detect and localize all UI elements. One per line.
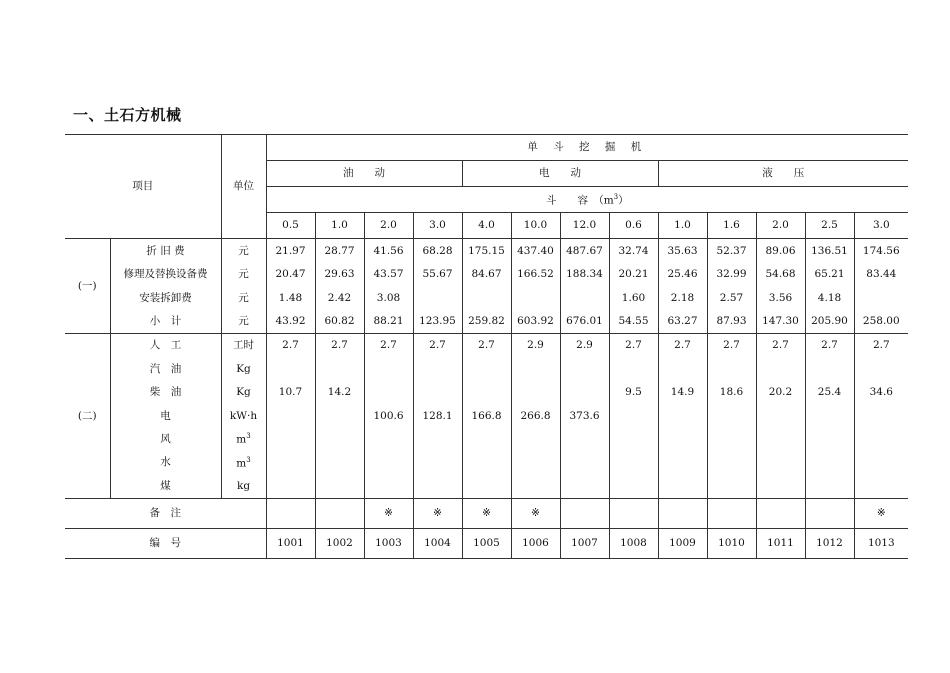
- value-cell: [462, 474, 511, 498]
- value-cell: [756, 451, 805, 474]
- value-cell: 54.55: [609, 310, 658, 334]
- value-cell: [707, 357, 756, 380]
- value-cell: 1.48: [266, 286, 315, 310]
- capacity-8: 1.0: [658, 213, 707, 239]
- capacity-6: 12.0: [560, 213, 609, 239]
- table-row: [65, 310, 908, 334]
- value-cell: 43.92: [266, 310, 315, 334]
- value-cell: 43.57: [364, 263, 413, 287]
- value-cell: [462, 357, 511, 380]
- value-cell: 41.56: [364, 239, 413, 263]
- group2-label: (二): [65, 334, 110, 499]
- header-drive-hydraulic: 液 压: [658, 161, 908, 187]
- value-cell: 258.00: [854, 310, 908, 334]
- unit-text: Kg: [236, 362, 251, 375]
- value-cell: [462, 286, 511, 310]
- value-cell: [854, 286, 908, 310]
- value-cell: 9.5: [609, 381, 658, 404]
- value-cell: [315, 404, 364, 427]
- row-item: 柴 油: [110, 381, 221, 404]
- value-cell: 166.52: [511, 263, 560, 287]
- row-unit: [221, 381, 266, 404]
- notes-cell: ※: [462, 498, 511, 528]
- value-cell: [315, 357, 364, 380]
- unit-text: m: [236, 433, 247, 446]
- value-cell: 83.44: [866, 268, 897, 280]
- capacity-7: 0.6: [609, 213, 658, 239]
- unit-text: 元: [238, 315, 249, 327]
- header-item: 项目: [65, 135, 221, 239]
- value-cell: 32.99: [707, 263, 756, 287]
- codes-cell: 1008: [609, 528, 658, 558]
- codes-cell: 1013: [854, 528, 908, 558]
- value-cell: 25.46: [658, 263, 707, 287]
- value-cell: 35.63: [658, 239, 707, 263]
- value-cell: [560, 474, 609, 498]
- row-item: 风: [110, 428, 221, 451]
- value-cell: 3.08: [364, 286, 413, 310]
- codes-cell: 1005: [462, 528, 511, 558]
- capacity-9: 1.6: [707, 213, 756, 239]
- value-cell: [658, 451, 707, 474]
- value-cell: [511, 428, 560, 451]
- notes-cell: [658, 498, 707, 528]
- value-cell: [315, 474, 364, 498]
- value-cell: 128.1: [413, 404, 462, 427]
- value-cell: 147.30: [756, 310, 805, 334]
- value-cell: 2.7: [609, 334, 658, 358]
- capacity-10: 2.0: [756, 213, 805, 239]
- value-cell: 2.7: [315, 334, 364, 358]
- unit-text: 元: [238, 291, 249, 304]
- value-cell: 14.2: [315, 381, 364, 404]
- value-cell: 10.7: [266, 381, 315, 404]
- value-cell: [854, 428, 908, 451]
- value-cell: [756, 474, 805, 498]
- value-cell: [707, 474, 756, 498]
- notes-cell: [707, 498, 756, 528]
- row-unit: [221, 428, 266, 451]
- table-row: [65, 239, 908, 263]
- value-cell: 2.7: [266, 334, 315, 358]
- value-cell: 2.7: [364, 334, 413, 358]
- row-unit: [221, 451, 266, 474]
- capacity-label: 斗 容 （m: [545, 194, 614, 206]
- value-cell: 2.7: [872, 339, 890, 352]
- value-cell: [364, 474, 413, 498]
- value-cell: [609, 451, 658, 474]
- row-unit: [221, 357, 266, 380]
- value-cell: [805, 357, 854, 380]
- unit-text: 元: [238, 268, 249, 280]
- notes-cell: [756, 498, 805, 528]
- value-cell: [413, 286, 462, 310]
- value-cell: 2.7: [756, 334, 805, 358]
- unit-text: kg: [236, 479, 251, 492]
- value-cell: 166.8: [462, 404, 511, 427]
- row-unit: [221, 239, 266, 263]
- capacity-4: 4.0: [462, 213, 511, 239]
- value-cell: 54.68: [756, 263, 805, 287]
- row-item: 水: [110, 451, 221, 474]
- value-cell: [560, 428, 609, 451]
- value-cell: 52.37: [707, 239, 756, 263]
- notes-cell: ※: [364, 498, 413, 528]
- codes-cell: 1011: [756, 528, 805, 558]
- value-cell: [413, 451, 462, 474]
- unit-text: 元: [238, 244, 249, 257]
- value-cell: 2.7: [707, 334, 756, 358]
- value-cell: [511, 381, 560, 404]
- value-cell: 2.9: [511, 334, 560, 358]
- table-row: [65, 334, 908, 358]
- value-cell: [560, 451, 609, 474]
- row-unit: [221, 263, 266, 287]
- value-cell: 2.7: [413, 334, 462, 358]
- value-cell: 188.34: [560, 263, 609, 287]
- row-unit: [221, 334, 266, 358]
- header-drive-electric: 电 动: [462, 161, 658, 187]
- value-cell: 174.56: [862, 244, 900, 257]
- value-cell: [854, 451, 908, 474]
- value-cell: [266, 474, 315, 498]
- value-cell: [707, 404, 756, 427]
- value-cell: 32.74: [609, 239, 658, 263]
- value-cell: [805, 428, 854, 451]
- value-cell: [756, 428, 805, 451]
- notes-cell: [266, 498, 315, 528]
- value-cell: 29.63: [315, 263, 364, 287]
- header-unit: 单位: [221, 135, 266, 239]
- value-cell: [707, 428, 756, 451]
- value-cell: [511, 286, 560, 310]
- table-row: [65, 357, 908, 380]
- codes-cell: 1010: [707, 528, 756, 558]
- value-cell: [756, 357, 805, 380]
- value-cell: [560, 286, 609, 310]
- value-cell: [266, 428, 315, 451]
- value-cell: [658, 357, 707, 380]
- group1-label: (一): [65, 239, 110, 334]
- value-cell: [413, 428, 462, 451]
- codes-cell: 1007: [560, 528, 609, 558]
- header-drive-oil: 油 动: [266, 161, 462, 187]
- row-item: 汽 油: [110, 357, 221, 380]
- value-cell: [560, 357, 609, 380]
- value-cell: 34.6: [869, 386, 893, 399]
- value-cell: [609, 404, 658, 427]
- value-cell: 175.15: [462, 239, 511, 263]
- value-cell: 89.06: [756, 239, 805, 263]
- value-cell: [658, 428, 707, 451]
- value-cell: 4.18: [805, 286, 854, 310]
- value-cell: 2.7: [805, 334, 854, 358]
- capacity-0: 0.5: [266, 213, 315, 239]
- table-row: [65, 474, 908, 498]
- value-cell: 2.42: [315, 286, 364, 310]
- value-cell: 3.56: [756, 286, 805, 310]
- row-unit: [221, 404, 266, 427]
- value-cell: 63.27: [658, 310, 707, 334]
- value-cell: 123.95: [413, 310, 462, 334]
- value-cell: [805, 451, 854, 474]
- value-cell: 2.57: [707, 286, 756, 310]
- row-item: 电: [110, 404, 221, 427]
- row-item: 折 旧 费: [110, 239, 221, 263]
- notes-cell: ※: [854, 498, 908, 528]
- value-cell: 14.9: [658, 381, 707, 404]
- value-cell: [266, 404, 315, 427]
- row-item: 小 计: [110, 310, 221, 334]
- capacity-unit-sup: 3: [613, 192, 619, 201]
- value-cell: 88.21: [364, 310, 413, 334]
- unit-text: m: [236, 457, 247, 470]
- unit-sup: 3: [246, 432, 251, 441]
- value-cell: [315, 451, 364, 474]
- value-cell: [413, 381, 462, 404]
- value-cell: 84.67: [462, 263, 511, 287]
- capacity-2: 2.0: [364, 213, 413, 239]
- value-cell: [462, 381, 511, 404]
- value-cell: [805, 474, 854, 498]
- value-cell: 60.82: [315, 310, 364, 334]
- table-row: [65, 428, 908, 451]
- capacity-11: 2.5: [805, 213, 854, 239]
- value-cell: [364, 381, 413, 404]
- section-title: 一、土石方机械: [73, 106, 182, 124]
- value-cell: [315, 428, 364, 451]
- codes-cell: 1002: [315, 528, 364, 558]
- value-cell: [609, 474, 658, 498]
- notes-label: 备 注: [65, 498, 266, 528]
- notes-cell: ※: [413, 498, 462, 528]
- unit-text: Kg: [236, 386, 251, 399]
- table-row: [65, 404, 908, 427]
- table-row: [65, 381, 908, 404]
- table-row: [65, 263, 908, 287]
- value-cell: [364, 428, 413, 451]
- value-cell: 18.6: [707, 381, 756, 404]
- value-cell: 20.2: [756, 381, 805, 404]
- codes-cell: 1012: [805, 528, 854, 558]
- value-cell: [707, 451, 756, 474]
- unit-text: kW·h: [229, 409, 258, 422]
- table-row: [65, 286, 908, 310]
- value-cell: 68.28: [413, 239, 462, 263]
- row-item: 修理及替换设备费: [110, 263, 221, 287]
- value-cell: [413, 357, 462, 380]
- value-cell: [854, 474, 908, 498]
- codes-label: 编 号: [65, 528, 266, 558]
- value-cell: [854, 357, 908, 380]
- row-unit: [221, 286, 266, 310]
- value-cell: [609, 428, 658, 451]
- value-cell: 20.21: [609, 263, 658, 287]
- value-cell: 20.47: [266, 263, 315, 287]
- notes-cell: ※: [511, 498, 560, 528]
- row-unit: [221, 310, 266, 334]
- codes-cell: 1003: [364, 528, 413, 558]
- value-cell: [854, 404, 908, 427]
- codes-cell: 1006: [511, 528, 560, 558]
- value-cell: 2.7: [658, 334, 707, 358]
- capacity-1: 1.0: [315, 213, 364, 239]
- value-cell: [364, 357, 413, 380]
- value-cell: 205.90: [805, 310, 854, 334]
- value-cell: 603.92: [511, 310, 560, 334]
- unit-sup: 3: [246, 455, 251, 464]
- value-cell: 487.67: [560, 239, 609, 263]
- value-cell: [266, 451, 315, 474]
- value-cell: 136.51: [805, 239, 854, 263]
- row-item: 人 工: [110, 334, 221, 358]
- value-cell: [658, 404, 707, 427]
- codes-cell: 1001: [266, 528, 315, 558]
- value-cell: 676.01: [560, 310, 609, 334]
- capacity-12: 3.0: [854, 213, 908, 239]
- notes-cell: [560, 498, 609, 528]
- codes-cell: 1004: [413, 528, 462, 558]
- table-row: [65, 451, 908, 474]
- notes-row: [65, 498, 908, 528]
- capacity-5: 10.0: [511, 213, 560, 239]
- value-cell: [511, 451, 560, 474]
- notes-cell: [315, 498, 364, 528]
- value-cell: 25.4: [805, 381, 854, 404]
- row-item: 煤: [110, 474, 221, 498]
- value-cell: 2.7: [462, 334, 511, 358]
- value-cell: [511, 474, 560, 498]
- value-cell: [364, 451, 413, 474]
- value-cell: [756, 404, 805, 427]
- row-unit: [221, 474, 266, 498]
- value-cell: 87.93: [707, 310, 756, 334]
- value-cell: 55.67: [413, 263, 462, 287]
- value-cell: 2.18: [658, 286, 707, 310]
- capacity-close: ）: [618, 194, 629, 206]
- value-cell: [560, 381, 609, 404]
- row-item: 安装拆卸费: [110, 286, 221, 310]
- value-cell: [511, 357, 560, 380]
- codes-cell: 1009: [658, 528, 707, 558]
- value-cell: 2.9: [560, 334, 609, 358]
- value-cell: [658, 474, 707, 498]
- value-cell: 1.60: [609, 286, 658, 310]
- capacity-3: 3.0: [413, 213, 462, 239]
- value-cell: 259.82: [462, 310, 511, 334]
- unit-text: 工时: [233, 339, 254, 352]
- value-cell: 100.6: [364, 404, 413, 427]
- value-cell: 437.40: [511, 239, 560, 263]
- value-cell: [805, 404, 854, 427]
- value-cell: [462, 451, 511, 474]
- notes-cell: [805, 498, 854, 528]
- codes-row: [65, 528, 908, 558]
- value-cell: 373.6: [560, 404, 609, 427]
- machinery-cost-table: [65, 134, 908, 559]
- value-cell: [609, 357, 658, 380]
- notes-cell: [609, 498, 658, 528]
- value-cell: [266, 357, 315, 380]
- value-cell: [462, 428, 511, 451]
- value-cell: 28.77: [315, 239, 364, 263]
- header-machine: 单 斗 挖 掘 机: [266, 135, 908, 161]
- value-cell: 266.8: [511, 404, 560, 427]
- value-cell: 21.97: [266, 239, 315, 263]
- value-cell: [413, 474, 462, 498]
- header-capacity: [266, 187, 908, 213]
- value-cell: 65.21: [805, 263, 854, 287]
